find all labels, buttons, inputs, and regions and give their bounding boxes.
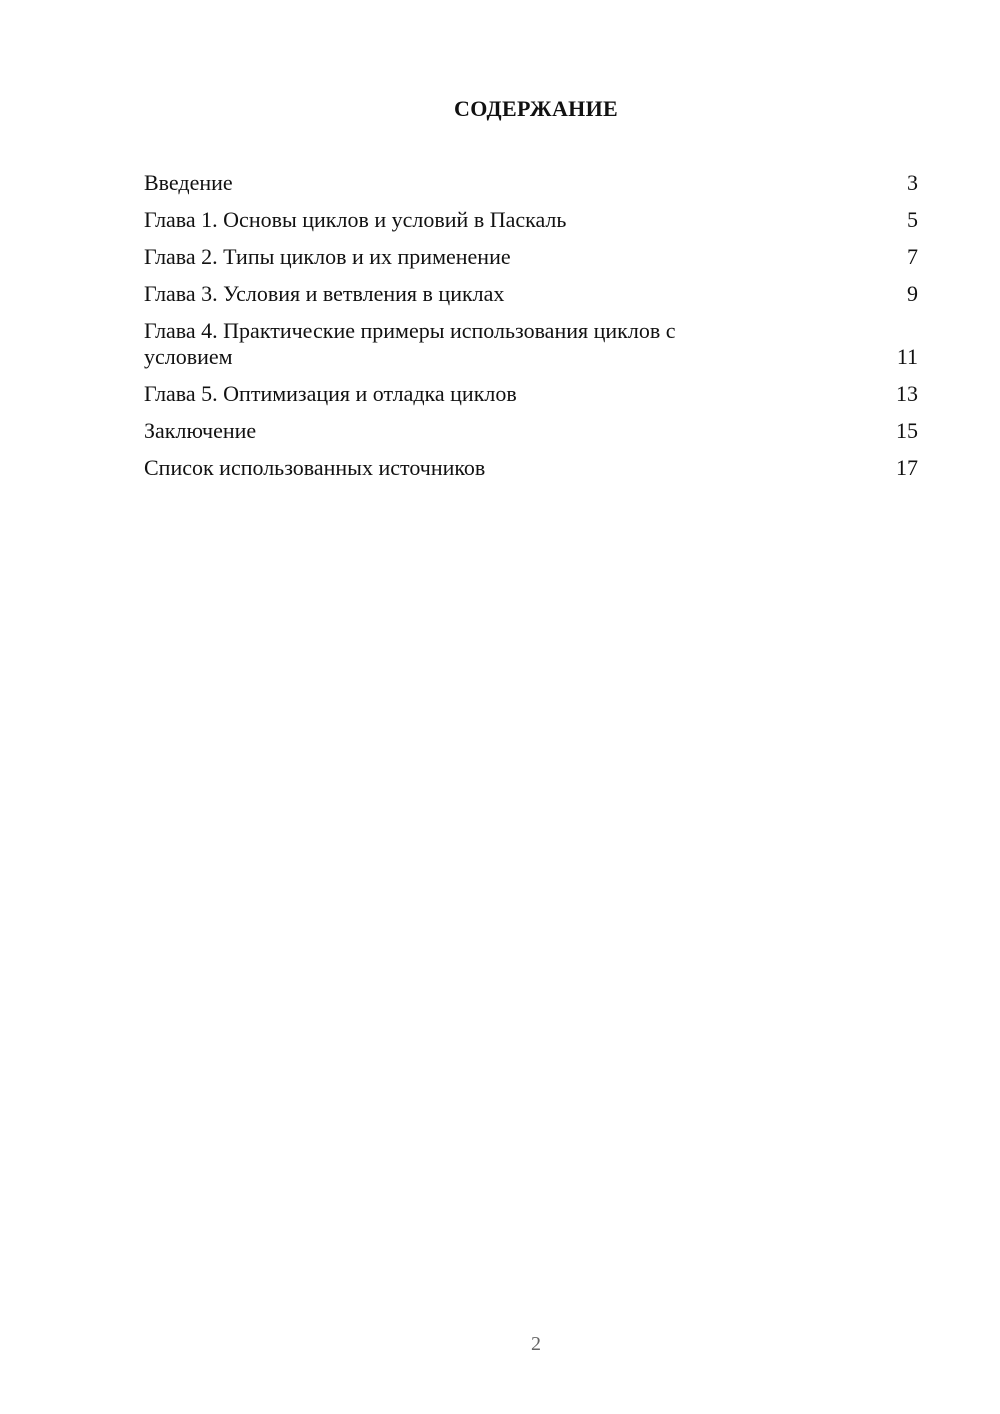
toc-item-label: Глава 2. Типы циклов и их применение: [144, 244, 511, 269]
toc-item-introduction: [144, 170, 918, 196]
toc-item-chapter-4: [144, 318, 918, 370]
toc-item-label: Введение: [144, 170, 233, 195]
toc-title: СОДЕРЖАНИЕ: [454, 96, 618, 121]
toc-item-label: Глава 3. Условия и ветвления в циклах: [144, 281, 505, 306]
toc-item-page: 11: [896, 344, 918, 369]
toc-item-conclusion: [144, 418, 918, 444]
page-number: 2: [531, 1333, 541, 1355]
toc-item-label: Глава 5. Оптимизация и отладка циклов: [144, 381, 517, 406]
table-of-contents: [144, 170, 918, 492]
toc-item-page: 3: [907, 170, 918, 195]
toc-item-page: 9: [907, 281, 918, 306]
toc-item-label: Глава 1. Основы циклов и условий в Паскаль: [144, 207, 567, 232]
toc-item-page: 17: [896, 455, 918, 480]
toc-item-label: Заключение: [144, 418, 257, 443]
toc-item-references: [144, 455, 918, 481]
toc-item-chapter-1: [144, 207, 918, 233]
toc-item-page: 13: [896, 381, 918, 406]
toc-item-chapter-5: [144, 381, 918, 407]
toc-item-label: Глава 4. Практические примеры использования циклов с условием: [144, 318, 676, 369]
toc-item-chapter-2: [144, 244, 918, 270]
toc-item-page: 15: [896, 418, 918, 443]
toc-item-label: Список использованных источников: [144, 455, 486, 480]
toc-item-page: 5: [907, 207, 918, 232]
toc-item-chapter-3: [144, 281, 918, 307]
toc-item-page: 7: [907, 244, 918, 269]
